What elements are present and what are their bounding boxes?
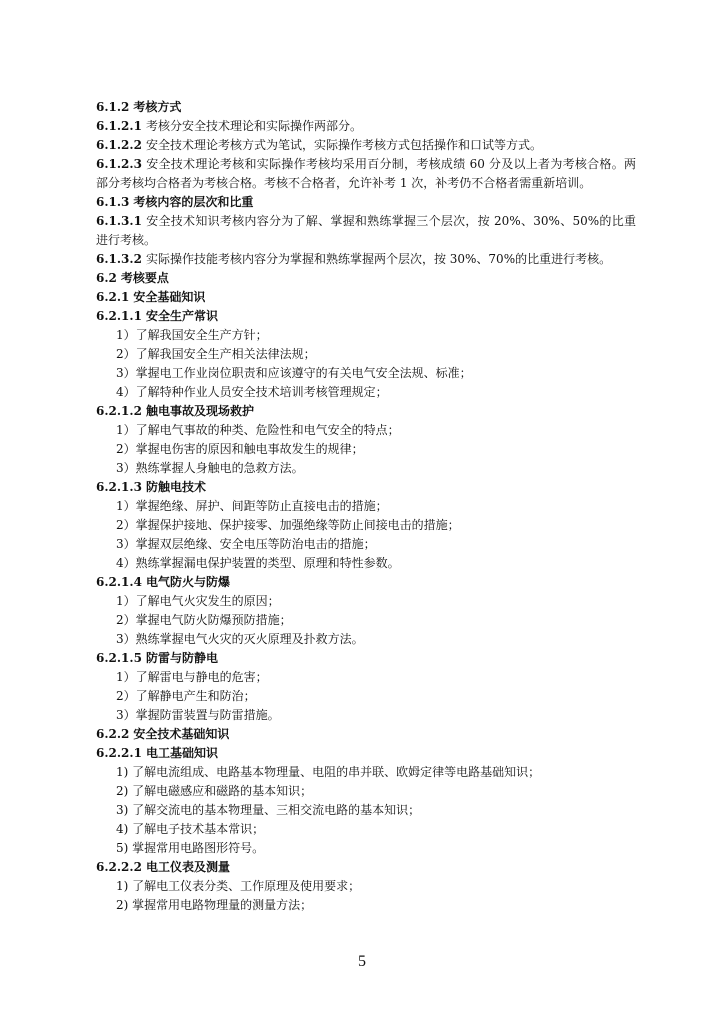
list-item: 4) 了解电子技术基本常识； xyxy=(116,822,265,836)
section-number: 6.2.1.5 xyxy=(96,651,142,665)
list-item: 1）掌握绝缘、屏护、间距等防止直接电击的措施； xyxy=(116,499,388,513)
section-heading xyxy=(96,725,636,744)
list-item: 2) 了解电磁感应和磁路的基本知识； xyxy=(116,784,313,798)
list-item: 2）掌握保护接地、保护接零、加强绝缘等防止间接电击的措施； xyxy=(116,518,460,532)
section-heading xyxy=(96,307,636,326)
clause-number: 6.1.2.2 xyxy=(96,138,142,152)
list-item: 2）了解静电产生和防治； xyxy=(116,689,256,703)
clause-paragraph xyxy=(96,250,636,269)
list-item: 5) 掌握常用电路图形符号。 xyxy=(116,841,265,855)
page-number: 5 xyxy=(358,953,366,970)
list-item: 2) 掌握常用电路物理量的测量方法； xyxy=(116,898,313,912)
list-item: 1）了解电气火灾发生的原因； xyxy=(116,594,280,608)
list-item: 3）掌握防雷装置与防雷措施。 xyxy=(116,708,280,722)
list-item: 2）掌握电伤害的原因和触电事故发生的规律； xyxy=(116,442,364,456)
section-number: 6.2.1.3 xyxy=(96,480,142,494)
section-number: 6.2.1.1 xyxy=(96,309,142,323)
clause-paragraph xyxy=(96,136,636,155)
section-heading xyxy=(96,573,636,592)
list-item: 4）熟练掌握漏电保护装置的类型、原理和特性参数。 xyxy=(116,556,400,570)
section-number: 6.2.1.2 xyxy=(96,404,142,418)
clause-paragraph xyxy=(96,117,636,136)
section-title: 电工仪表及测量 xyxy=(145,860,230,874)
section-heading xyxy=(96,478,636,497)
clause-text: 安全技术理论考核方式为笔试，实际操作考核方式包括操作和口试等方式。 xyxy=(145,138,542,152)
section-title: 安全技术基础知识 xyxy=(133,727,230,741)
list-item: 1) 了解电流组成、电路基本物理量、电阻的串并联、欧姆定律等电路基础知识； xyxy=(116,765,541,779)
section-number: 6.2.1 xyxy=(96,290,130,304)
section-number: 6.2.1.4 xyxy=(96,575,142,589)
list-item: 3) 了解交流电的基本物理量、三相交流电路的基本知识； xyxy=(116,803,421,817)
section-title: 考核方式 xyxy=(133,100,182,114)
clause-number: 6.1.2.3 xyxy=(96,157,142,171)
section-heading xyxy=(96,269,636,288)
section-heading xyxy=(96,744,636,763)
section-heading xyxy=(96,288,636,307)
clause-paragraph xyxy=(96,212,636,250)
section-heading xyxy=(96,858,636,877)
list-item: 1）了解我国安全生产方针； xyxy=(116,328,268,342)
section-heading xyxy=(96,193,636,212)
section-title: 电气防火与防爆 xyxy=(145,575,230,589)
section-title: 考核要点 xyxy=(120,271,169,285)
list-item: 1）了解雷电与静电的危害； xyxy=(116,670,268,684)
section-title: 防雷与防静电 xyxy=(145,651,218,665)
section-number: 6.2 xyxy=(96,271,117,285)
section-title: 考核内容的层次和比重 xyxy=(133,195,254,209)
section-number: 6.1.2 xyxy=(96,100,130,114)
section-heading xyxy=(96,649,636,668)
clause-paragraph xyxy=(96,155,636,193)
section-title: 安全生产常识 xyxy=(145,309,218,323)
section-number: 6.2.2 xyxy=(96,727,130,741)
section-number: 6.1.3 xyxy=(96,195,130,209)
clause-text: 考核分安全技术理论和实际操作两部分。 xyxy=(145,119,362,133)
clause-number: 6.1.2.1 xyxy=(96,119,142,133)
section-title: 触电事故及现场救护 xyxy=(145,404,254,418)
list-item: 3）熟练掌握人身触电的急救方法。 xyxy=(116,461,304,475)
list-item: 1）了解电气事故的种类、危险性和电气安全的特点； xyxy=(116,423,400,437)
section-number: 6.2.2.2 xyxy=(96,860,142,874)
section-title: 电工基础知识 xyxy=(145,746,218,760)
document-body xyxy=(96,98,636,915)
section-title: 防触电技术 xyxy=(145,480,206,494)
list-item: 2）掌握电气防火防爆预防措施； xyxy=(116,613,292,627)
clause-text: 安全技术知识考核内容分为了解、掌握和熟练掌握三个层次，按 20%、30%、50%的比重进行考核。 xyxy=(96,214,636,247)
list-item: 3）掌握双层绝缘、安全电压等防治电击的措施； xyxy=(116,537,376,551)
section-heading xyxy=(96,98,636,117)
section-number: 6.2.2.1 xyxy=(96,746,142,760)
list-item: 3）熟练掌握电气火灾的灭火原理及扑救方法。 xyxy=(116,632,364,646)
section-heading xyxy=(96,402,636,421)
section-title: 安全基础知识 xyxy=(133,290,206,304)
list-item: 1) 了解电工仪表分类、工作原理及使用要求； xyxy=(116,879,361,893)
list-item: 3）掌握电工作业岗位职责和应该遵守的有关电气安全法规、标准； xyxy=(116,366,472,380)
clause-number: 6.1.3.2 xyxy=(96,252,142,266)
clause-text: 安全技术理论考核和实际操作考核均采用百分制，考核成绩 60 分及以上者为考核合格。两部分考核均合格者为考核合格。考核不合格者，允许补考 1 次，补考仍不合格者需重新培训。 xyxy=(96,157,636,190)
clause-text: 实际操作技能考核内容分为掌握和熟练掌握两个层次，按 30%、70%的比重进行考核。 xyxy=(145,252,612,266)
list-item: 2）了解我国安全生产相关法律法规； xyxy=(116,347,316,361)
list-item: 4）了解特种作业人员安全技术培训考核管理规定； xyxy=(116,385,388,399)
clause-number: 6.1.3.1 xyxy=(96,214,142,228)
